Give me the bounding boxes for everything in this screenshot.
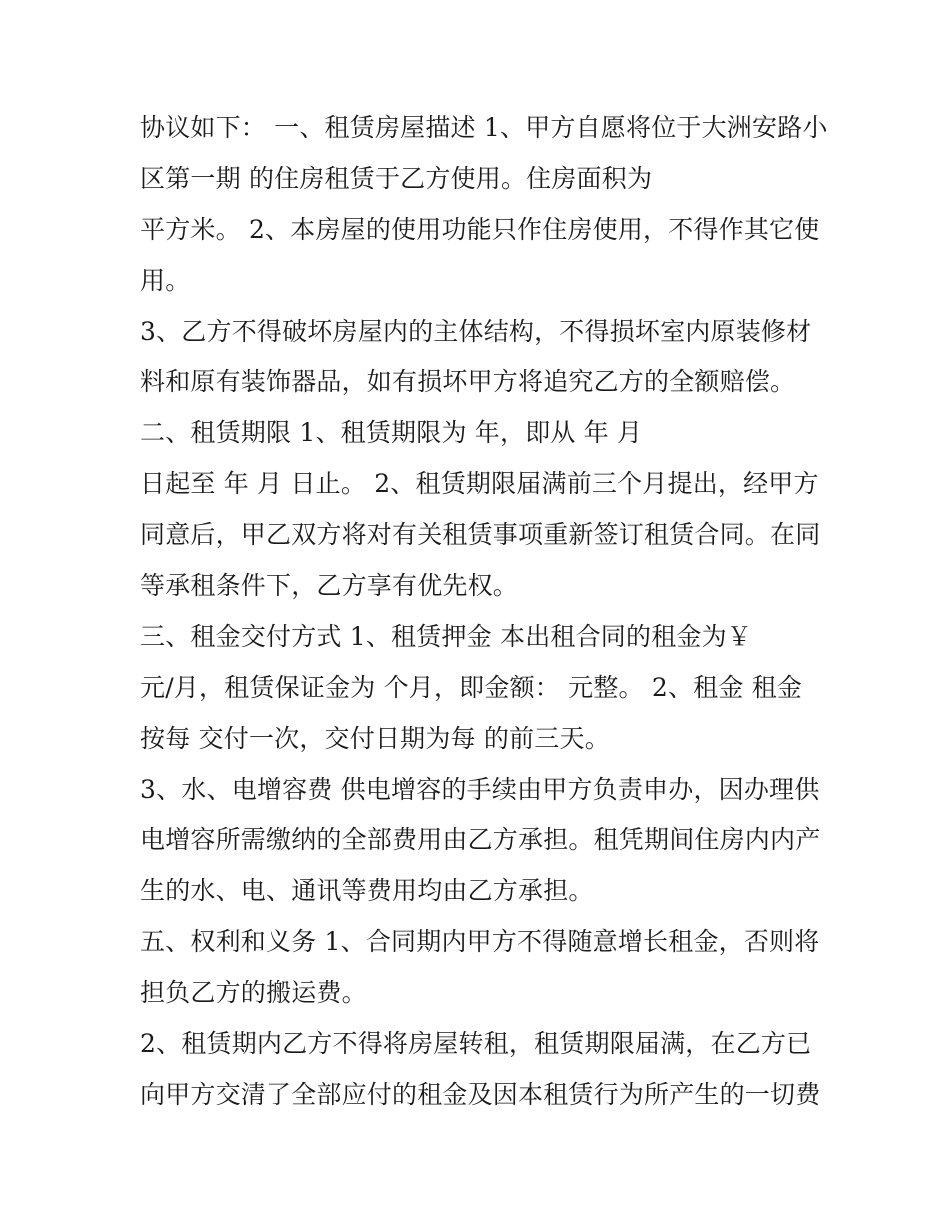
text-line: 向甲方交清了全部应付的租金及因本租赁行为所产生的一切费 xyxy=(140,1079,821,1109)
text-line: 协议如下： 一、租赁房屋描述 1、甲方自愿将位于大洲安路小 xyxy=(140,113,828,142)
text-line: 电增容所需缴纳的全部费用由乙方承担。租凭期间住房内内产 xyxy=(140,825,821,855)
text-line: 用。 xyxy=(140,265,191,295)
text-line: 担负乙方的搬运费。 xyxy=(140,978,367,1008)
text-line: 区第一期 的住房租赁于乙方使用。住房面积为 xyxy=(140,163,653,193)
text-line: 日起至 年 月 日止。 2、租赁期限届满前三个月提出，经甲方 xyxy=(140,469,819,499)
text-line: 同意后，甲乙双方将对有关租赁事项重新签订租赁合同。在同 xyxy=(140,520,821,550)
text-line: 三、租金交付方式 1、租赁押金 本出租合同的租金为￥ xyxy=(140,621,753,651)
document-body xyxy=(140,103,828,1121)
text-line: 3、乙方不得破坏房屋内的主体结构，不得损坏室内原装修材 xyxy=(140,316,812,346)
text-line: 料和原有装饰器品，如有损坏甲方将追究乙方的全额赔偿。 xyxy=(140,367,796,397)
text-line: 生的水、电、通讯等费用均由乙方承担。 xyxy=(140,876,594,906)
text-line: 元/月，租赁保证金为 个月，即金额： 元整。 2、租金 租金 xyxy=(140,672,803,702)
text-line: 二、租赁期限 1、租赁期限为 年，即从 年 月 xyxy=(140,418,643,448)
text-line: 平方米。 2、本房屋的使用功能只作住房使用，不得作其它使 xyxy=(140,214,820,244)
text-line: 五、权利和义务 1、合同期内甲方不得随意增长租金，否则将 xyxy=(140,927,820,957)
text-line: 按每 交付一次，交付日期为每 的前三天。 xyxy=(140,723,610,753)
text-line: 3、水、电增容费 供电增容的手续由甲方负责申办，因办理供 xyxy=(140,774,820,804)
text-line: 2、租赁期内乙方不得将房屋转租，租赁期限届满，在乙方已 xyxy=(140,1029,812,1059)
text-line: 等承租条件下，乙方享有优先权。 xyxy=(140,571,519,601)
